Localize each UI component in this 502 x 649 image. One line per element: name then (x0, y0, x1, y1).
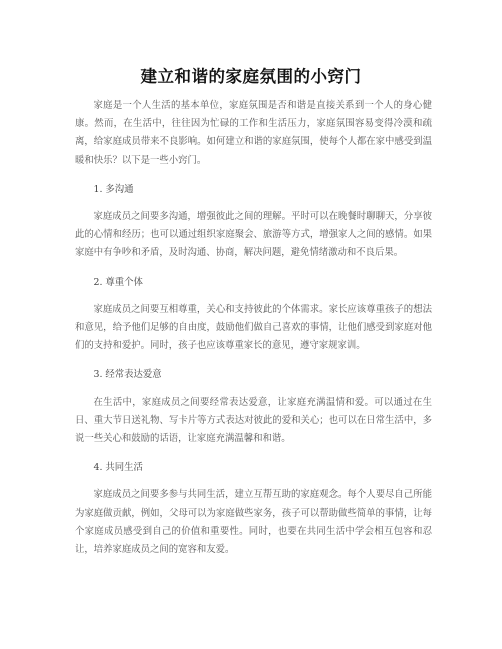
section-heading-communication: 1. 多沟通 (93, 183, 134, 195)
document-title: 建立和谐的家庭氛围的小窍门 (140, 67, 362, 86)
intro-paragraph: 家庭是一个人生活的基本单位，家庭氛围是否和谐是直接关系到一个人的身心健康。然而，在生活中，往往因为忙碌的工作和生活压力，家庭氛围容易变得冷漠和疏离，给家庭成员带来不良影响。如何建立和谐的家庭氛围，使每个人都在家中感受到温暖和快乐？以下是一些小窍门。 (75, 100, 432, 166)
section-body-express-love: 在生活中，家庭成员之间要经常表达爱意，让家庭充满温情和爱。可以通过在生日、重大节日送礼物、写卡片等方式表达对彼此的爱和关心；也可以在日常生活中，多说一些关心和鼓励的话语，让家庭充满温馨和和谐。 (75, 396, 432, 445)
section-body-shared-life: 家庭成员之间要多参与共同生活，建立互帮互助的家庭观念。每个人要尽自己所能为家庭做贡献，例如，父母可以为家庭做些家务，孩子可以帮助做些简单的事情，让每个家庭成员感受到自己的价值和重要性。同时，也要在共同生活中学会相互包容和忍让，培养家庭成员之间的宽容和友爱。 (75, 489, 432, 556)
section-heading-respect: 2. 尊重个体 (93, 276, 143, 288)
section-body-respect: 家庭成员之间要互相尊重，关心和支持彼此的个体需求。家长应该尊重孩子的想法和意见，给予他们足够的自由度，鼓励他们做自己喜欢的事情，让他们感受到家庭对他们的支持和爱护。同时，孩子也应该尊重家长的意见，遵守家规家训。 (75, 303, 432, 352)
document-body (75, 97, 432, 559)
section-heading-shared-life: 4. 共同生活 (93, 462, 143, 474)
section-heading-express-love: 3. 经常表达爱意 (93, 369, 162, 381)
section-body-communication: 家庭成员之间要多沟通，增强彼此之间的理解。平时可以在晚餐时聊聊天，分享彼此的心情和经历；也可以通过组织家庭聚会、旅游等方式，增强家人之间的感情。如果家庭中有争吵和矛盾，及时沟通、协商，解决问题，避免情绪激动和不良后果。 (75, 211, 432, 259)
